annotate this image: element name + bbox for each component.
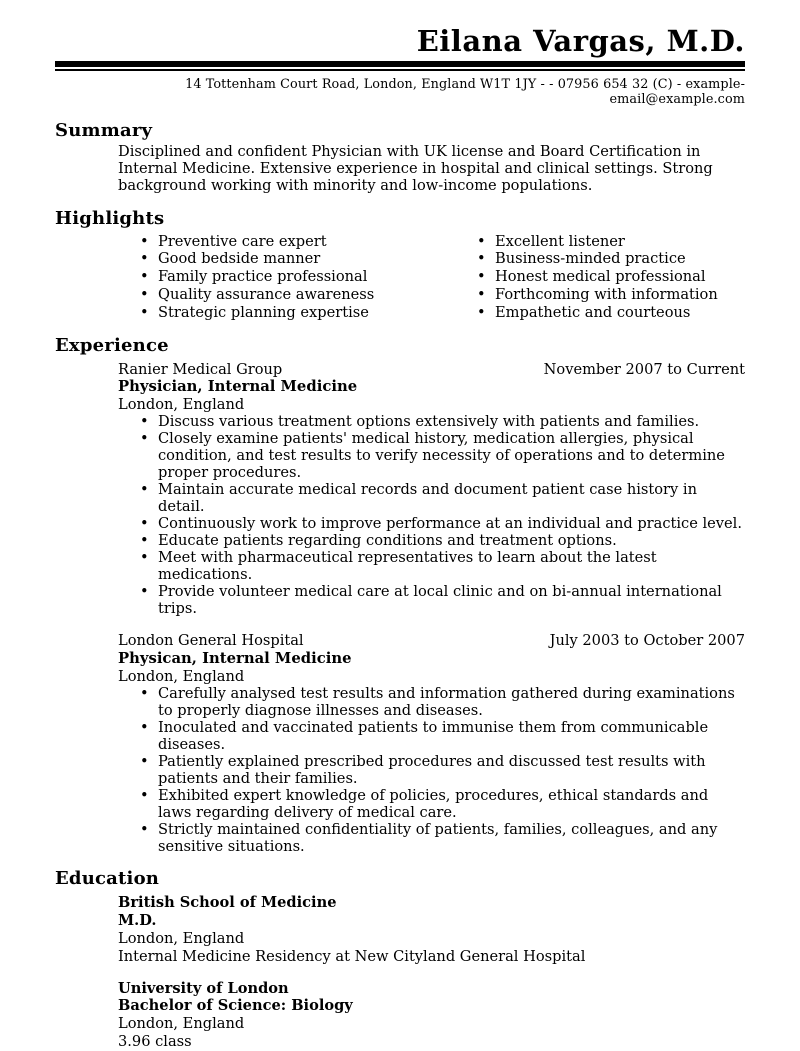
highlights-list-right bbox=[477, 233, 745, 322]
job-dates: July 2003 to October 2007 bbox=[549, 632, 745, 650]
job-bullet-list bbox=[140, 686, 745, 855]
school-location: London, England bbox=[118, 930, 245, 948]
highlight-item: • Preventive care expert bbox=[140, 233, 455, 251]
candidate-name: Eilana Vargas, M.D. bbox=[416, 24, 745, 58]
resume-header bbox=[55, 26, 745, 107]
job-bullet: • Exhibited expert knowledge of policies, procedures, ethical standards and laws regarding delivery of medical care. bbox=[140, 788, 745, 822]
job-header bbox=[118, 361, 745, 379]
job-bullet: • Strictly maintained confidentiality of patients, families, colleagues, and any sensitive situations. bbox=[140, 822, 745, 856]
school-name: University of London bbox=[118, 979, 289, 997]
highlight-item: • Good bedside manner bbox=[140, 250, 455, 268]
job-title: Physician, Internal Medicine bbox=[118, 378, 358, 396]
job-bullet: • Discuss various treatment options extensively with patients and families. bbox=[140, 414, 745, 431]
job-dates: November 2007 to Current bbox=[543, 360, 745, 378]
school-degree: Bachelor of Science: Biology bbox=[118, 997, 353, 1015]
highlights-heading: Highlights bbox=[55, 207, 165, 229]
job-entry bbox=[118, 632, 745, 855]
summary-text: Disciplined and confident Physician with UK license and Board Certification in Internal Medicine. Extensive experience in hospital and clinical settings. Strong background working with minority and low-income populations. bbox=[118, 142, 713, 194]
job-bullet: • Patiently explained prescribed procedures and discussed test results with patients and their families. bbox=[140, 754, 745, 788]
job-title: Physican, Internal Medicine bbox=[118, 649, 352, 667]
highlight-item: • Quality assurance awareness bbox=[140, 286, 455, 304]
job-bullet: • Educate patients regarding conditions and treatment options. bbox=[140, 533, 745, 550]
school-detail: 3.96 class bbox=[118, 1033, 192, 1050]
job-bullet: • Provide volunteer medical care at local clinic and on bi-annual international trips. bbox=[140, 584, 745, 618]
education-entry bbox=[118, 894, 745, 965]
highlight-item: • Strategic planning expertise bbox=[140, 304, 455, 322]
job-location: London, England bbox=[118, 395, 245, 413]
job-location: London, England bbox=[118, 667, 245, 685]
job-bullet: • Carefully analysed test results and information gathered during examinations to properly diagnose illnesses and diseases. bbox=[140, 686, 745, 720]
highlights-list-left bbox=[140, 233, 455, 322]
job-company: Ranier Medical Group bbox=[118, 360, 283, 378]
job-bullet: • Closely examine patients' medical history, medication allergies, physical condition, and test results to verify necessity of operations and to determine proper procedures. bbox=[140, 431, 745, 482]
highlight-item: • Empathetic and courteous bbox=[477, 304, 745, 322]
job-entry bbox=[118, 361, 745, 618]
job-bullet: • Continuously work to improve performance at an individual and practice level. bbox=[140, 516, 745, 533]
highlights-column-right bbox=[455, 233, 745, 322]
job-bullet: • Inoculated and vaccinated patients to immunise them from communicable diseases. bbox=[140, 720, 745, 754]
summary-section bbox=[55, 120, 745, 195]
school-degree: M.D. bbox=[118, 912, 157, 930]
education-entry bbox=[118, 980, 745, 1051]
school-location: London, England bbox=[118, 1015, 245, 1033]
education-section bbox=[55, 868, 745, 1050]
highlight-item: • Business-minded practice bbox=[477, 250, 745, 268]
highlight-item: • Family practice professional bbox=[140, 268, 455, 286]
job-bullet: • Maintain accurate medical records and document patient case history in detail. bbox=[140, 482, 745, 516]
experience-section bbox=[55, 335, 745, 856]
job-bullet: • Meet with pharmaceutical representatives to learn about the latest medications. bbox=[140, 550, 745, 584]
education-heading: Education bbox=[55, 868, 160, 890]
job-company: London General Hospital bbox=[118, 632, 304, 650]
summary-heading: Summary bbox=[55, 119, 153, 141]
highlight-item: • Honest medical professional bbox=[477, 268, 745, 286]
header-rule-thick bbox=[55, 61, 745, 67]
school-detail: Internal Medicine Residency at New Cityland General Hospital bbox=[118, 947, 586, 965]
highlights-columns bbox=[118, 233, 745, 322]
highlight-item: • Forthcoming with information bbox=[477, 286, 745, 304]
highlights-section bbox=[55, 208, 745, 322]
job-bullet-list bbox=[140, 414, 745, 617]
header-rule-thin bbox=[55, 69, 745, 71]
job-header bbox=[118, 632, 745, 650]
experience-heading: Experience bbox=[55, 334, 169, 356]
school-name: British School of Medicine bbox=[118, 894, 337, 912]
highlight-item: • Excellent listener bbox=[477, 233, 745, 251]
contact-line: 14 Tottenham Court Road, London, England W1T 1JY - - 07956 654 32 (C) - example-email@example.com bbox=[185, 76, 745, 107]
highlights-column-left bbox=[118, 233, 455, 322]
